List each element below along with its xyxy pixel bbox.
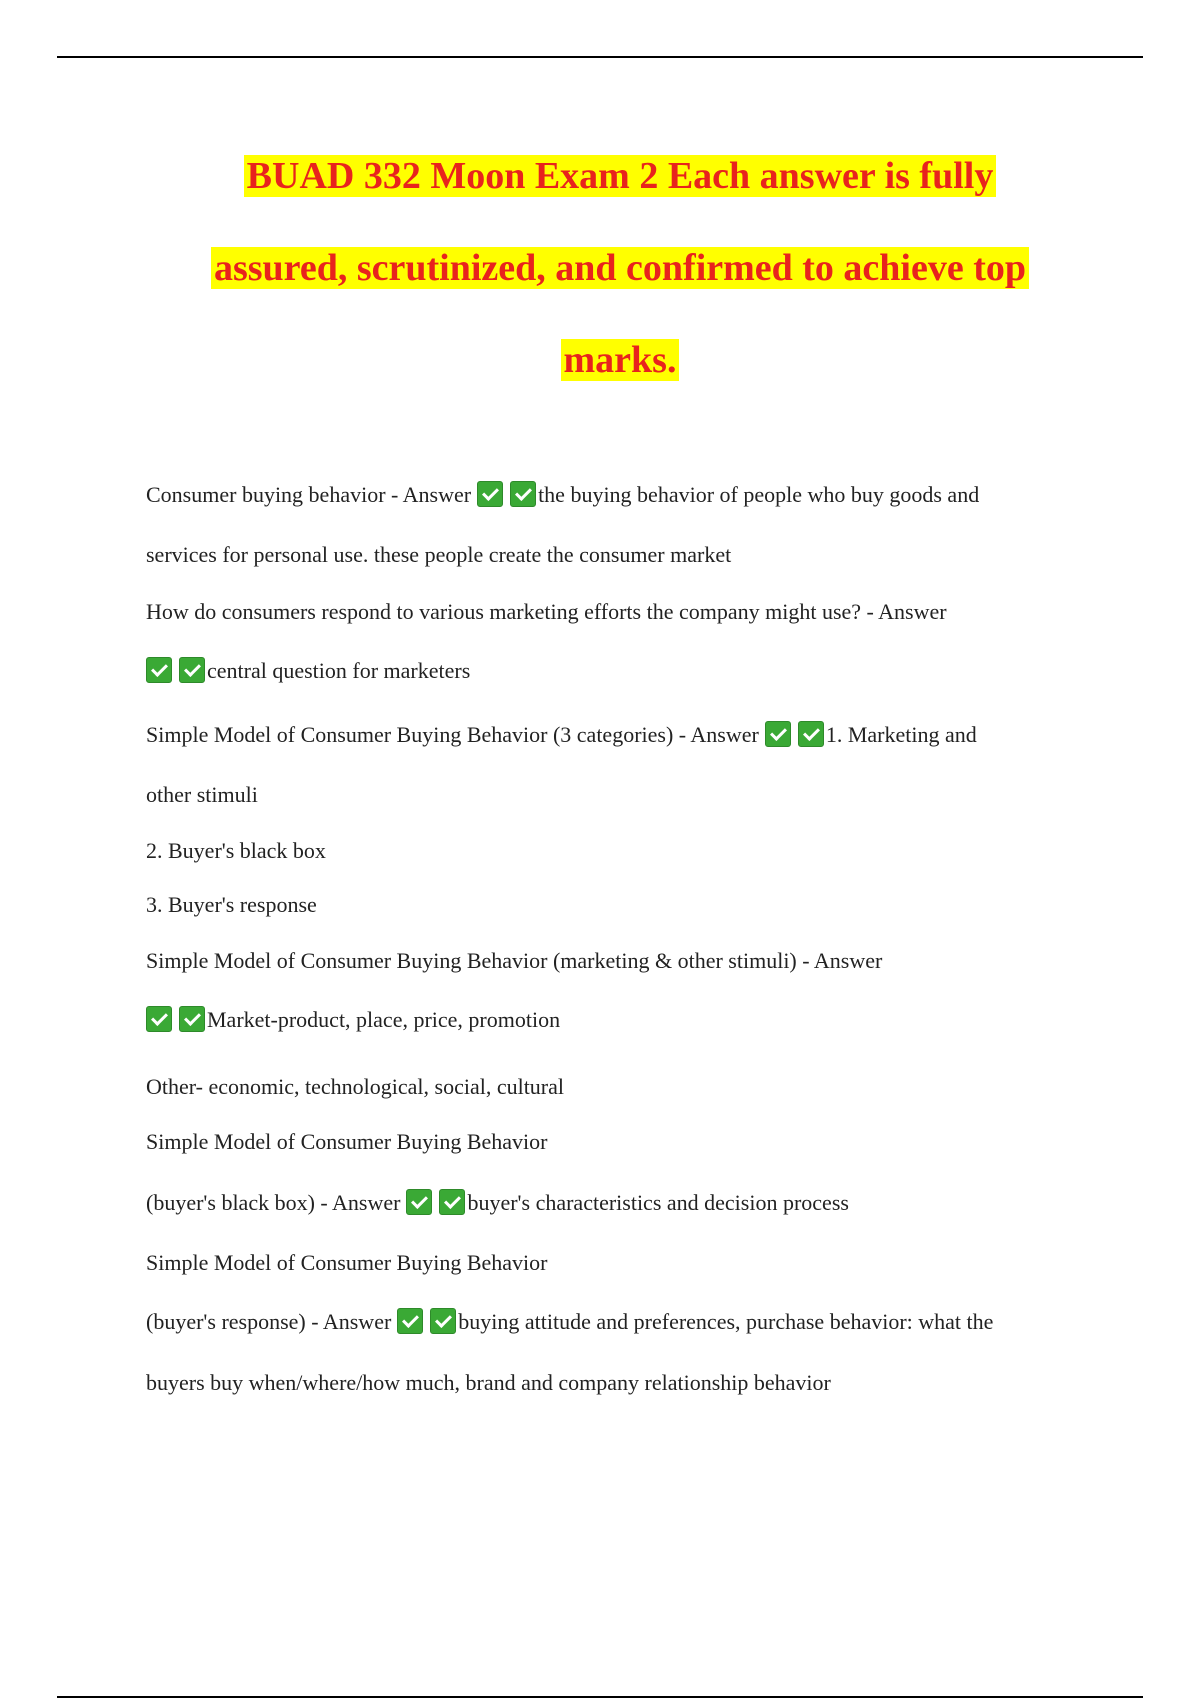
qa-line: other stimuli: [146, 782, 258, 807]
bottom-rule: [57, 1696, 1143, 1698]
qa-line: Simple Model of Consumer Buying Behavior (marketing & other stimuli) - Answer: [146, 948, 883, 973]
qa-line: central question for marketers: [146, 657, 470, 684]
qa-line: 2. Buyer's black box: [146, 838, 326, 863]
qa-line: (buyer's black box) - Answer buyer's characteristics and decision process: [146, 1190, 849, 1215]
qa-line: Simple Model of Consumer Buying Behavior (3 categories) - Answer 1. Marketing and: [146, 722, 977, 747]
qa-line: (buyer's response) - Answer buying attitude and preferences, purchase behavior: what the: [146, 1309, 994, 1334]
check-mark-icon: [477, 481, 503, 507]
check-mark-icon: [439, 1189, 465, 1215]
check-mark-icon: [146, 657, 172, 683]
qa-line: services for personal use. these people create the consumer market: [146, 542, 732, 567]
qa-line: Simple Model of Consumer Buying Behavior: [146, 1250, 548, 1275]
qa-line: Consumer buying behavior - Answer the buying behavior of people who buy goods and: [146, 482, 980, 507]
check-mark-icon: [798, 721, 824, 747]
qa-line: Other- economic, technological, social, cultural: [146, 1074, 565, 1099]
title-line-1: BUAD 332 Moon Exam 2 Each answer is fully: [244, 155, 997, 197]
title-line-2: assured, scrutinized, and confirmed to achieve top: [211, 247, 1029, 289]
document-title: [80, 130, 1160, 406]
check-mark-icon: [146, 1006, 172, 1032]
check-mark-icon: [397, 1308, 423, 1334]
qa-line: Simple Model of Consumer Buying Behavior: [146, 1129, 548, 1154]
check-mark-icon: [179, 1006, 205, 1032]
check-mark-icon: [406, 1189, 432, 1215]
qa-line: buyers buy when/where/how much, brand and company relationship behavior: [146, 1370, 831, 1395]
check-mark-icon: [179, 657, 205, 683]
qa-line: How do consumers respond to various marketing efforts the company might use? - Answer: [146, 599, 947, 624]
title-line-3: marks.: [561, 339, 680, 381]
check-mark-icon: [430, 1308, 456, 1334]
check-mark-icon: [765, 721, 791, 747]
top-rule: [57, 56, 1143, 58]
qa-line: Market-product, place, price, promotion: [146, 1006, 560, 1033]
check-mark-icon: [510, 481, 536, 507]
qa-line: 3. Buyer's response: [146, 892, 317, 917]
